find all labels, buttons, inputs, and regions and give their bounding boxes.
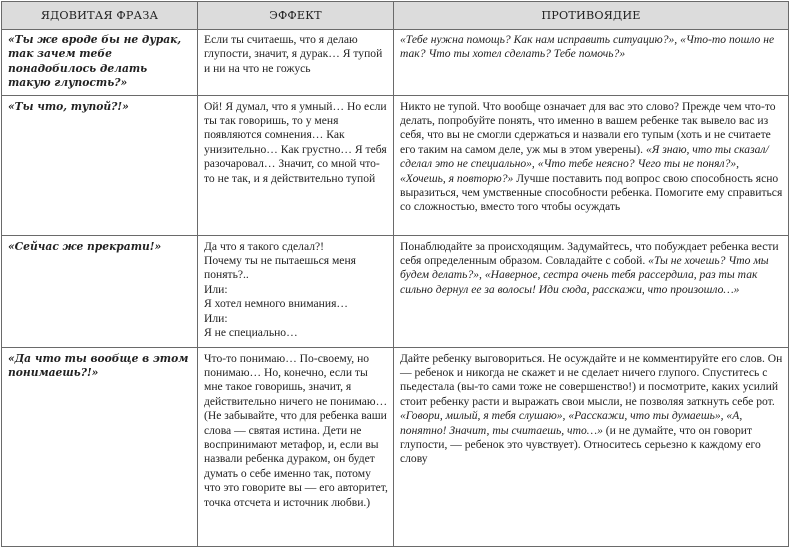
header-effect: ЭФФЕКТ [198, 2, 394, 30]
antidote-text: Никто не тупой. Что вообще означает для вас это слово? Прежде чем что-то делать, попробуйте понять, что именно в вашем ребенке так вывело вас из себя, что вы не смогли сдержаться и назвали его тупым (хоть и не считаете его таким на самом деле, уж мы в этом уверены). [400, 99, 776, 156]
effect-line: Почему ты не пытаешься меня понять?.. [204, 254, 356, 282]
antidote-text: (и не думайте, что он говорит глупости, — ребенок это чувствует). Относитесь серьезно к каждому его слову [400, 423, 761, 466]
effect-cell: Ой! Я думал, что я умный… Но если ты так говоришь, то у меня появляются сомнения… Как унизительно… Как грустно… Я тебя разочаровал… Значит, со мной что-то не так, и я действительно тупой [198, 95, 394, 235]
phrase-cell: «Да что ты вообще в этом понимаешь?!» [2, 347, 198, 546]
effect-cell [198, 347, 394, 546]
phrase-cell: «Ты же вроде бы не дурак, так зачем тебе понадобилось делать такую глупость?» [2, 30, 198, 96]
effect-cell [198, 235, 394, 347]
effect-line: Или: [204, 282, 228, 296]
effect-line: (Не забывайте, что для ребенка ваши слова — святая истина. Дети не воспринимают метафор, и, если вы назвали ребенка дураком, он будет думать о себе именно так, потому что это говорите вы — его авторитет, точка отсчета и источник любви.) [204, 409, 388, 509]
effect-line: Да что я такого сделал?! [204, 239, 324, 253]
antidote-quote: «Ты не хочешь? Что мы будем делать?», «Наверное, сестра очень тебя рассердила, раз ты так сильно дернул ее за волосы! Иди сюда, расскажи, что произошло…» [400, 254, 769, 296]
antidote-text: Понаблюдайте за происходящим. Задумайтесь, что побуждает ребенка вести себя определенным образом. Совладайте с собой. [400, 239, 779, 268]
antidote-text: Лучше поставить под вопрос свою способность ясно выразиться, чем умственные способности ребенка. Помогите ему справиться со сложностью, вместо того чтобы осуждать [400, 171, 783, 214]
antidote-quote: «Говори, милый, я тебя слушаю», «Расскажи, что ты думаешь», «А, понятно! Значит, ты считаешь, что…» [400, 409, 743, 437]
header-antidote: ПРОТИВОЯДИЕ [394, 2, 789, 30]
antidote-text: Дайте ребенку выговориться. Не осуждайте и не комментируйте его слов. Он — ребенок и никогда не скажет и не сделает ничего глупого. Спуститесь с пьедестала (вы-то сами тоже не совершенство!) и посмотрите, каких усилий стоит ребенку расти и выражать свои мысли, не позволяя заткнуть себе рот. [400, 351, 783, 408]
effect-line: Что-то понимаю… По-своему, но понимаю… Но, конечно, если ты мне такое говоришь, значит, я действительно ничего не понимаю… [204, 351, 388, 408]
effect-line: Я хотел немного внимания… [204, 297, 348, 311]
effect-line: Я не специально… [204, 326, 298, 340]
table-row [2, 30, 789, 96]
antidote-cell [394, 235, 789, 347]
phrase-cell: «Сейчас же прекрати!» [2, 235, 198, 347]
header-phrase: ЯДОВИТАЯ ФРАЗА [2, 2, 198, 30]
advice-table [1, 1, 789, 547]
antidote-cell [394, 95, 789, 235]
effect-line: Или: [204, 311, 228, 325]
effect-cell: Если ты считаешь, что я делаю глупости, значит, я дурак… Я тупой и ни на что не гожусь [198, 30, 394, 96]
table-row [2, 95, 789, 235]
antidote-cell [394, 30, 789, 96]
antidote-cell [394, 347, 789, 546]
table-row [2, 347, 789, 546]
antidote-quote: «Тебе нужна помощь? Как нам исправить ситуацию?», «Что-то пошло не так? Что ты хотел сделать? Тебе помочь?» [400, 33, 775, 61]
table-row [2, 235, 789, 347]
phrase-cell: «Ты что, тупой?!» [2, 95, 198, 235]
antidote-quote: «Я знаю, что ты сказал/сделал это не специально», «Что тебе неясно? Чего ты не понял?», «Хочешь, я повторю?» [400, 142, 769, 185]
header-row [2, 2, 789, 30]
